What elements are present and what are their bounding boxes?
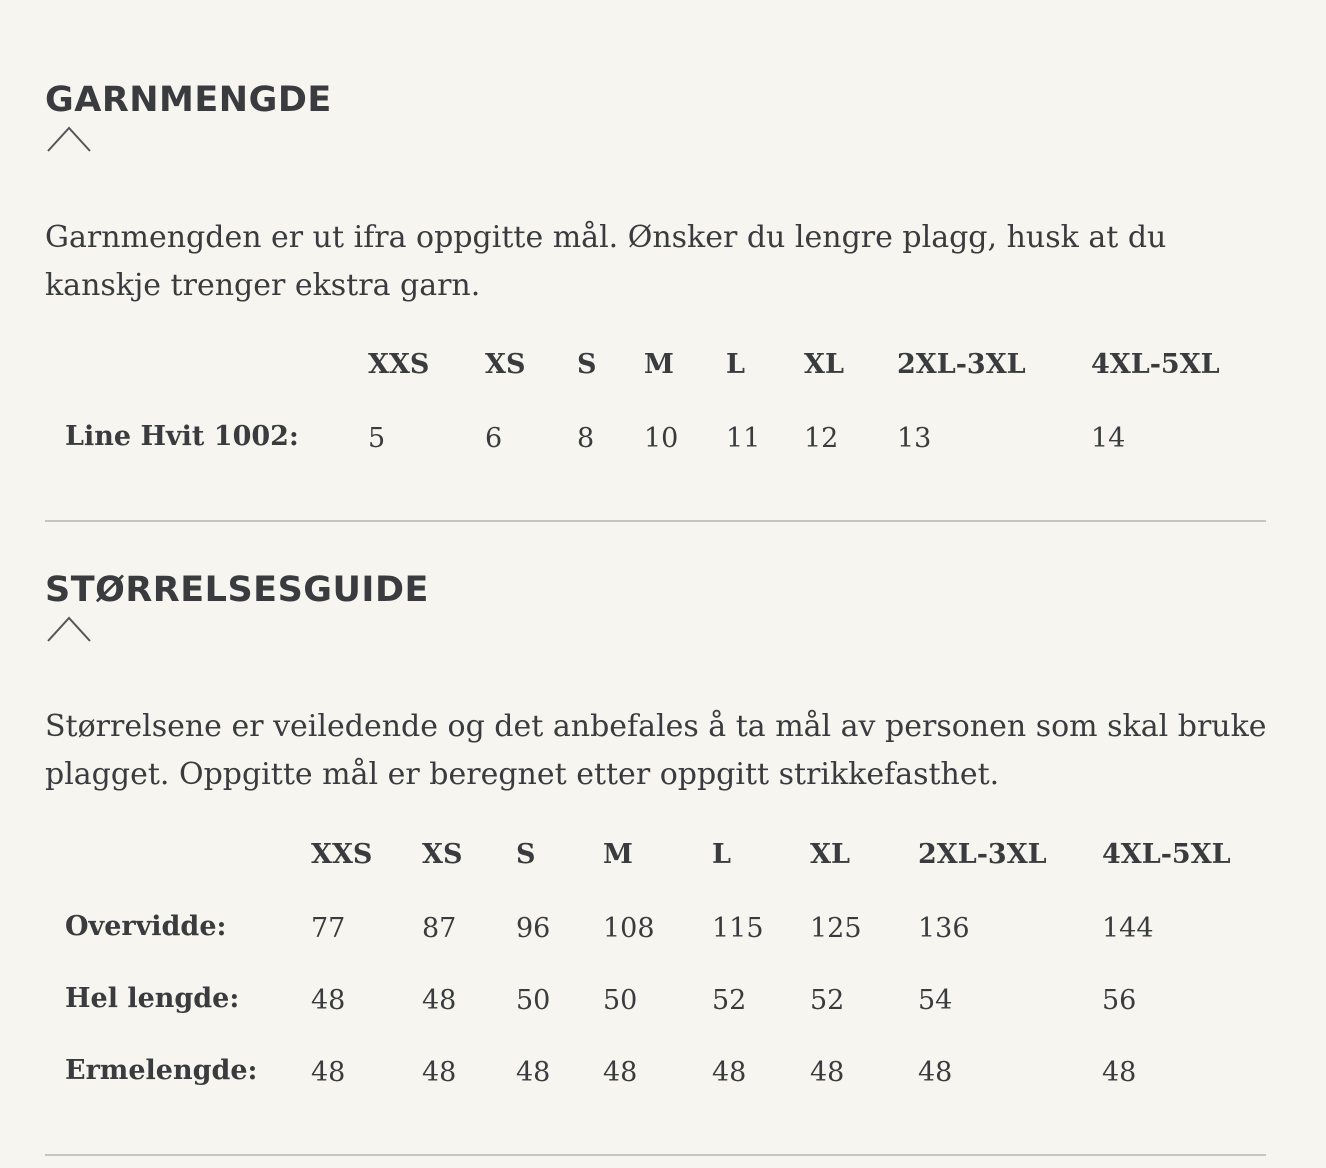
garnmengde-collapse-chevron-up-icon[interactable] — [46, 124, 92, 154]
table-cell: 77 — [311, 913, 346, 944]
table-cell: 48 — [422, 1057, 457, 1088]
table-cell: 48 — [1102, 1057, 1137, 1088]
table-cell: 136 — [918, 913, 970, 944]
col-header-2xl-3xl: 2XL-3XL — [918, 839, 1047, 870]
table-cell: 56 — [1102, 985, 1137, 1016]
table-cell: 54 — [918, 985, 953, 1016]
row-label-line-hvit: Line Hvit 1002: — [65, 421, 299, 452]
col-header-s: S — [516, 839, 536, 870]
table-cell: 13 — [897, 423, 932, 454]
col-header-xs: XS — [485, 349, 526, 380]
table-cell: 48 — [311, 1057, 346, 1088]
table-cell: 48 — [311, 985, 346, 1016]
table-cell: 8 — [577, 423, 595, 454]
table-cell: 14 — [1091, 423, 1126, 454]
table-cell: 50 — [603, 985, 638, 1016]
table-cell: 48 — [712, 1057, 747, 1088]
table-cell: 48 — [516, 1057, 551, 1088]
table-cell: 6 — [485, 423, 503, 454]
table-cell: 87 — [422, 913, 457, 944]
col-header-m: M — [603, 839, 633, 870]
table-cell: 48 — [918, 1057, 953, 1088]
col-header-xs: XS — [422, 839, 463, 870]
col-header-m: M — [644, 349, 674, 380]
col-header-l: L — [712, 839, 731, 870]
storrelsesguide-collapse-chevron-up-icon[interactable] — [46, 614, 92, 644]
row-label-ermelengde: Ermelengde: — [65, 1055, 258, 1086]
storrelsesguide-intro: Størrelsene er veiledende og det anbefales å ta mål av personen som skal bruke plagget. Oppgitte mål er beregnet etter oppgitt strikkefasthet. — [45, 709, 1267, 792]
table-cell: 11 — [726, 423, 761, 454]
table-cell: 115 — [712, 913, 764, 944]
col-header-4xl-5xl: 4XL-5XL — [1091, 349, 1220, 380]
garnmengde-intro: Garnmengden er ut ifra oppgitte mål. Ønsker du lengre plagg, husk at du kanskje trenger ekstra garn. — [45, 220, 1167, 303]
col-header-xl: XL — [810, 839, 850, 870]
table-cell: 108 — [603, 913, 655, 944]
table-cell: 52 — [810, 985, 845, 1016]
col-header-xxs: XXS — [368, 349, 430, 380]
col-header-4xl-5xl: 4XL-5XL — [1102, 839, 1231, 870]
col-header-l: L — [726, 349, 745, 380]
row-label-overvidde: Overvidde: — [65, 911, 227, 942]
row-label-hel-lengde: Hel lengde: — [65, 983, 240, 1014]
table-cell: 48 — [422, 985, 457, 1016]
col-header-2xl-3xl: 2XL-3XL — [897, 349, 1026, 380]
table-cell: 125 — [810, 913, 862, 944]
garnmengde-title: GARNMENGDE — [45, 80, 332, 120]
col-header-s: S — [577, 349, 597, 380]
storrelsesguide-title: STØRRELSESGUIDE — [45, 570, 429, 610]
table-cell: 52 — [712, 985, 747, 1016]
table-cell: 48 — [810, 1057, 845, 1088]
section-divider — [45, 520, 1266, 522]
table-cell: 12 — [804, 423, 839, 454]
table-cell: 5 — [368, 423, 386, 454]
table-cell: 96 — [516, 913, 551, 944]
col-header-xl: XL — [804, 349, 844, 380]
table-cell: 10 — [644, 423, 679, 454]
col-header-xxs: XXS — [311, 839, 373, 870]
section-divider — [45, 1154, 1266, 1156]
table-cell: 144 — [1102, 913, 1154, 944]
table-cell: 50 — [516, 985, 551, 1016]
table-cell: 48 — [603, 1057, 638, 1088]
